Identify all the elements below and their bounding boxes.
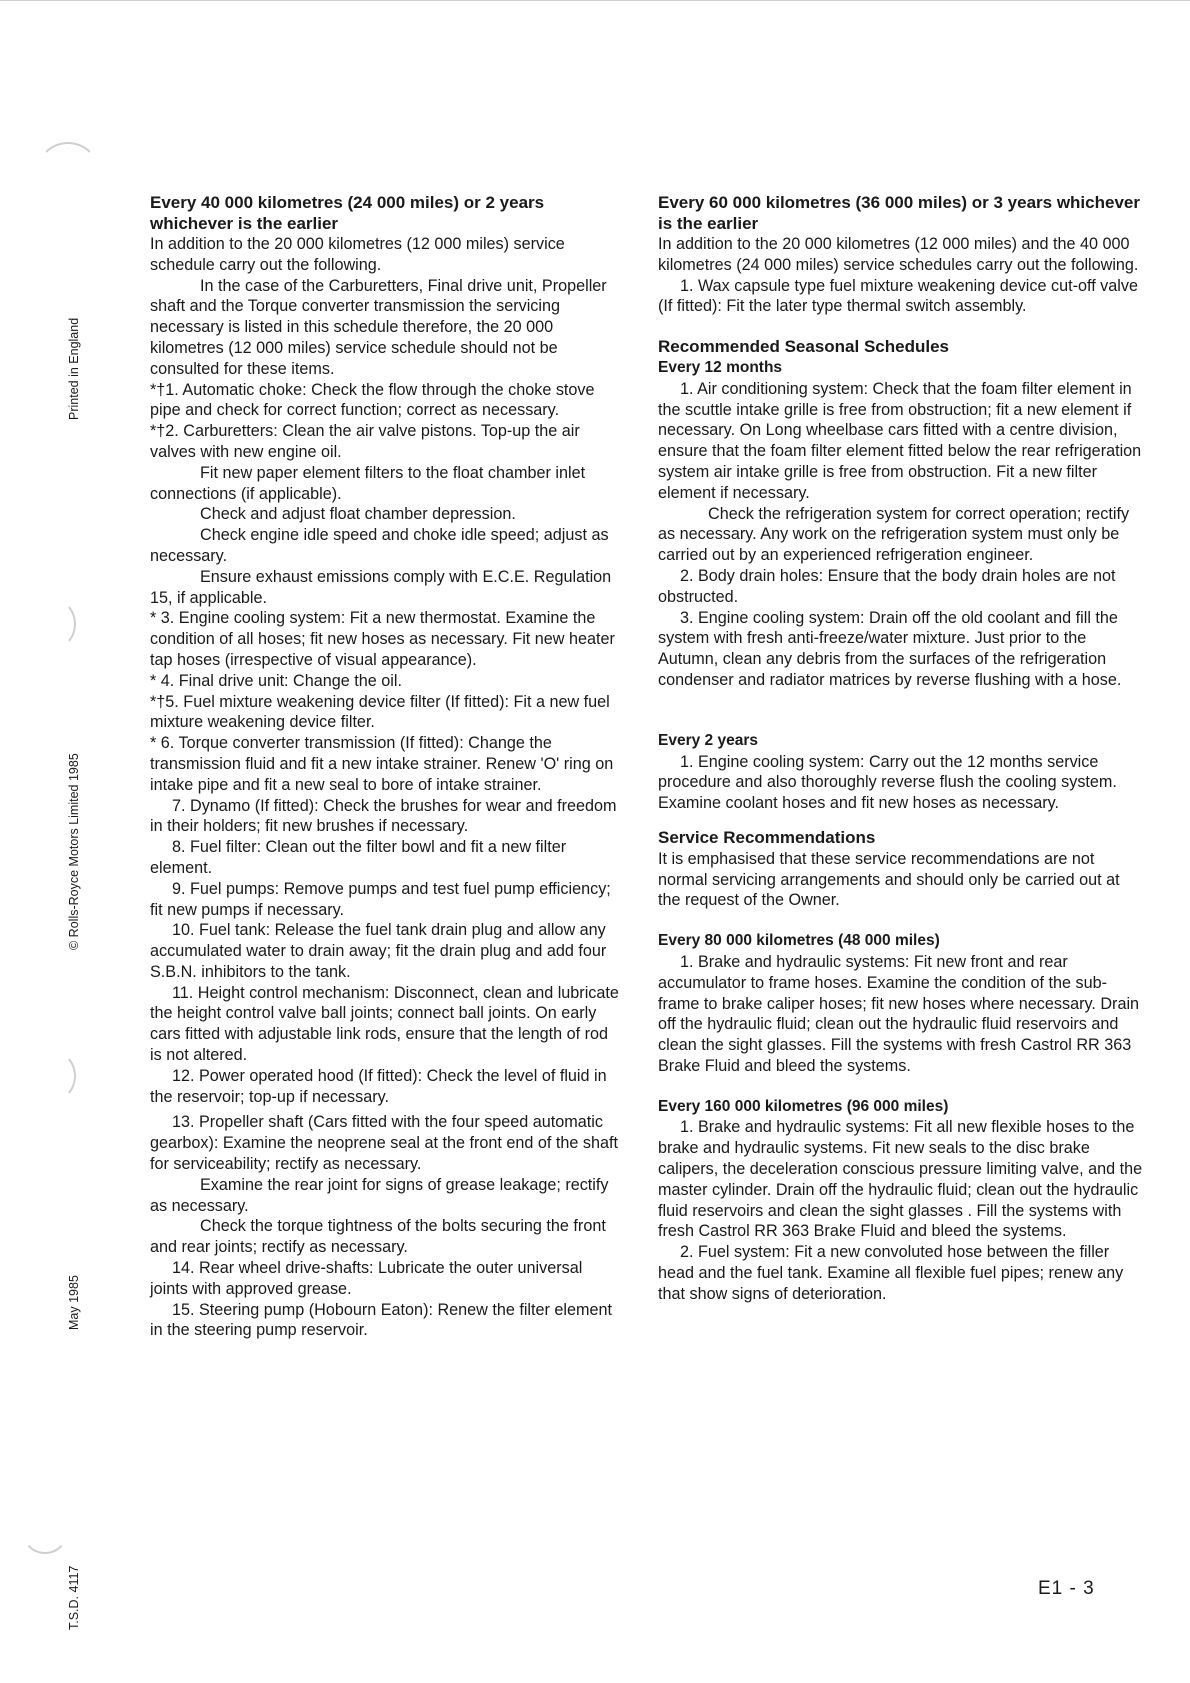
right-column [658, 193, 1144, 1305]
item-fuel-mixture-filter: *†5. Fuel mixture weakening device filter (If fitted): Fit a new fuel mixture weakening device filter. [150, 692, 610, 732]
heading-seasonal: Recommended Seasonal Schedules [658, 337, 949, 357]
item-carburetters: *†2. Carburetters: Clean the air valve pistons. Top-up the air valves with new engine oil. [150, 422, 580, 461]
item-fuel-tank: 10. Fuel tank: Release the fuel tank drain plug and allow any accumulated water to drain away; fit the drain plug and add four S.B.N. inhibitors to the tank. [150, 921, 607, 981]
item-refrigeration-check: Check the refrigeration system for correct operation; rectify as necessary. Any work on the refrigeration system must only be carried out by an experienced refrigeration engineer. [658, 504, 1130, 565]
item-engine-cooling-2-years: 1. Engine cooling system: Carry out the 12 months service procedure and also thoroughly reverse flush the cooling system. Examine coolant hoses and fit new hoses as necessary. [658, 752, 1117, 813]
heading-60000: Every 60 000 kilometres (36 000 miles) or 3 years whichever is the earlier [658, 193, 1140, 233]
side-printed-in-england: Printed in England [67, 317, 81, 420]
item-air-conditioning: 1. Air conditioning system: Check that the foam filter element in the scuttle intake grille is free from obstruction; fit a new element if necessary. On Long wheelbase cars fitted with a centre division, ensure that the foam filter element fitted below the rear refrigeration system air intake grille is free from obstruction. Fit a new filter element if necessary. [658, 379, 1142, 502]
item-propeller-shaft: 13. Propeller shaft (Cars fitted with the four speed automatic gearbox): Examine the neoprene seal at the front end of the shaft for serviceability; rectify as necessary. [150, 1113, 618, 1174]
punch-hole-mid-upper [36, 600, 76, 648]
heading-service-recommendations: Service Recommendations [658, 827, 876, 847]
item-fuel-pumps: 9. Fuel pumps: Remove pumps and test fuel pump efficiency; fit new pumps if necessary. [150, 879, 611, 919]
heading-every-80000: Every 80 000 kilometres (48 000 miles) [658, 932, 940, 950]
item-fuel-system-160000: 2. Fuel system: Fit a new convoluted hose between the filler head and the fuel tank. Examine all flexible fuel pipes; renew any that show signs of deterioration. [658, 1243, 1124, 1303]
item-brake-hydraulic-160000: 1. Brake and hydraulic systems: Fit all new flexible hoses to the brake and hydraulic systems. Fit new seals to the disc brake calipers, the deceleration conscious pressure limiting valve, and the master cylinder. Drain off the hydraulic fluid; clean out the hydraulic fluid reservoirs and clean the sight glasses . Fill the systems with fresh Castrol RR 363 Brake Fluid and bleed the systems. [658, 1118, 1143, 1241]
item-height-control: 11. Height control mechanism: Disconnect, clean and lubricate the height control valve ball joints; connect ball joints. On early cars fitted with adjustable link rods, ensure that the length of rod is not altered. [150, 983, 619, 1065]
side-tsd-number: T.S.D. 4117 [67, 1565, 81, 1630]
heading-40000: Every 40 000 kilometres (24 000 miles) or 2 years whichever is the earlier [150, 193, 545, 233]
side-copyright: © Rolls-Royce Motors Limited 1985 [67, 753, 81, 950]
left-column [150, 193, 620, 1341]
item-final-drive: * 4. Final drive unit: Change the oil. [150, 671, 402, 690]
item-engine-cooling-seasonal: 3. Engine cooling system: Drain off the old coolant and fill the system with fresh anti-freeze/water mixture. Just prior to the Autumn, clean any debris from the surfaces of the refrigeration condenser and radiator matrices by reverse flushing with a hose. [658, 608, 1122, 689]
item-power-hood: 12. Power operated hood (If fitted): Check the level of fluid in the reservoir; top-up if necessary. [150, 1066, 607, 1106]
heading-every-160000: Every 160 000 kilometres (96 000 miles) [658, 1097, 949, 1115]
item-propeller-rear-joint: Examine the rear joint for signs of grease leakage; rectify as necessary. [150, 1175, 609, 1215]
item-carburetters-idle: Check engine idle speed and choke idle speed; adjust as necessary. [150, 526, 609, 565]
item-carburetters-filters: Fit new paper element filters to the float chamber inlet connections (if applicable). [150, 463, 586, 503]
item-brake-hydraulic-80000: 1. Brake and hydraulic systems: Fit new front and rear accumulator to frame hoses. Examine the condition of the sub-frame to brake caliper hoses; fit new hoses where necessary. Drain off the hydraulic fluid; clean out the hydraulic fluid reservoirs and clean the sight glasses. Fill the systems with fresh Castrol RR 363 Brake Fluid and bleed the systems. [658, 952, 1140, 1075]
item-carburetters-emissions: Ensure exhaust emissions comply with E.C.E. Regulation 15, if applicable. [150, 567, 612, 607]
item-carburetters-float: Check and adjust float chamber depression. [200, 505, 516, 524]
heading-every-12-months: Every 12 months [658, 358, 783, 376]
para-carburetters-note: In the case of the Carburetters, Final drive unit, Propeller shaft and the Torque converter transmission the servicing necessary is listed in this schedule therefore, the 20 000 kilometres (12 000 miles) service schedule should not be consulted for these items. [150, 276, 607, 378]
punch-hole-top [36, 142, 100, 206]
page-number: E1 - 3 [1038, 1578, 1095, 1599]
item-automatic-choke: *†1. Automatic choke: Check the flow through the choke stove pipe and check for correct function; correct as necessary. [150, 380, 595, 420]
side-date: May 1985 [67, 1275, 81, 1330]
item-fuel-filter: 8. Fuel filter: Clean out the filter bowl and fit a new filter element. [150, 838, 567, 877]
item-engine-cooling: * 3. Engine cooling system: Fit a new thermostat. Examine the condition of all hoses; fit new hoses as necessary. Fit new heater tap hoses (irrespective of visual appearance). [150, 609, 615, 669]
intro-60000: In addition to the 20 000 kilometres (12 000 miles) and the 40 000 kilometres (24 000 miles) service schedules carry out the following. [658, 235, 1139, 274]
service-recommendations-text: It is emphasised that these service recommendations are not normal servicing arrangements and should only be carried out at the request of the Owner. [658, 849, 1120, 910]
item-body-drain-holes: 2. Body drain holes: Ensure that the body drain holes are not obstructed. [658, 566, 1116, 606]
item-propeller-bolts: Check the torque tightness of the bolts securing the front and rear joints; rectify as necessary. [150, 1217, 606, 1257]
punch-hole-bottom [20, 1500, 70, 1554]
heading-every-2-years: Every 2 years [658, 731, 758, 749]
punch-hole-mid-lower [36, 1052, 76, 1100]
item-wax-capsule: 1. Wax capsule type fuel mixture weakening device cut-off valve (If fitted): Fit the later type thermal switch assembly. [658, 276, 1138, 316]
item-rear-drive-shafts: 14. Rear wheel drive-shafts: Lubricate the outer universal joints with approved grease. [150, 1259, 583, 1298]
item-dynamo: 7. Dynamo (If fitted): Check the brushes for wear and freedom in their holders; fit new brushes if necessary. [150, 796, 617, 836]
item-steering-pump: 15. Steering pump (Hobourn Eaton): Renew the filter element in the steering pump reservoir. [150, 1300, 613, 1340]
page-top-edge [0, 0, 1190, 1]
intro-40000: In addition to the 20 000 kilometres (12 000 miles) service schedule carry out the following. [150, 235, 565, 274]
item-torque-converter: * 6. Torque converter transmission (If fitted): Change the transmission fluid and fit a new intake strainer. Renew 'O' ring on intake pipe and fit a new seal to bore of intake strainer. [150, 734, 614, 794]
